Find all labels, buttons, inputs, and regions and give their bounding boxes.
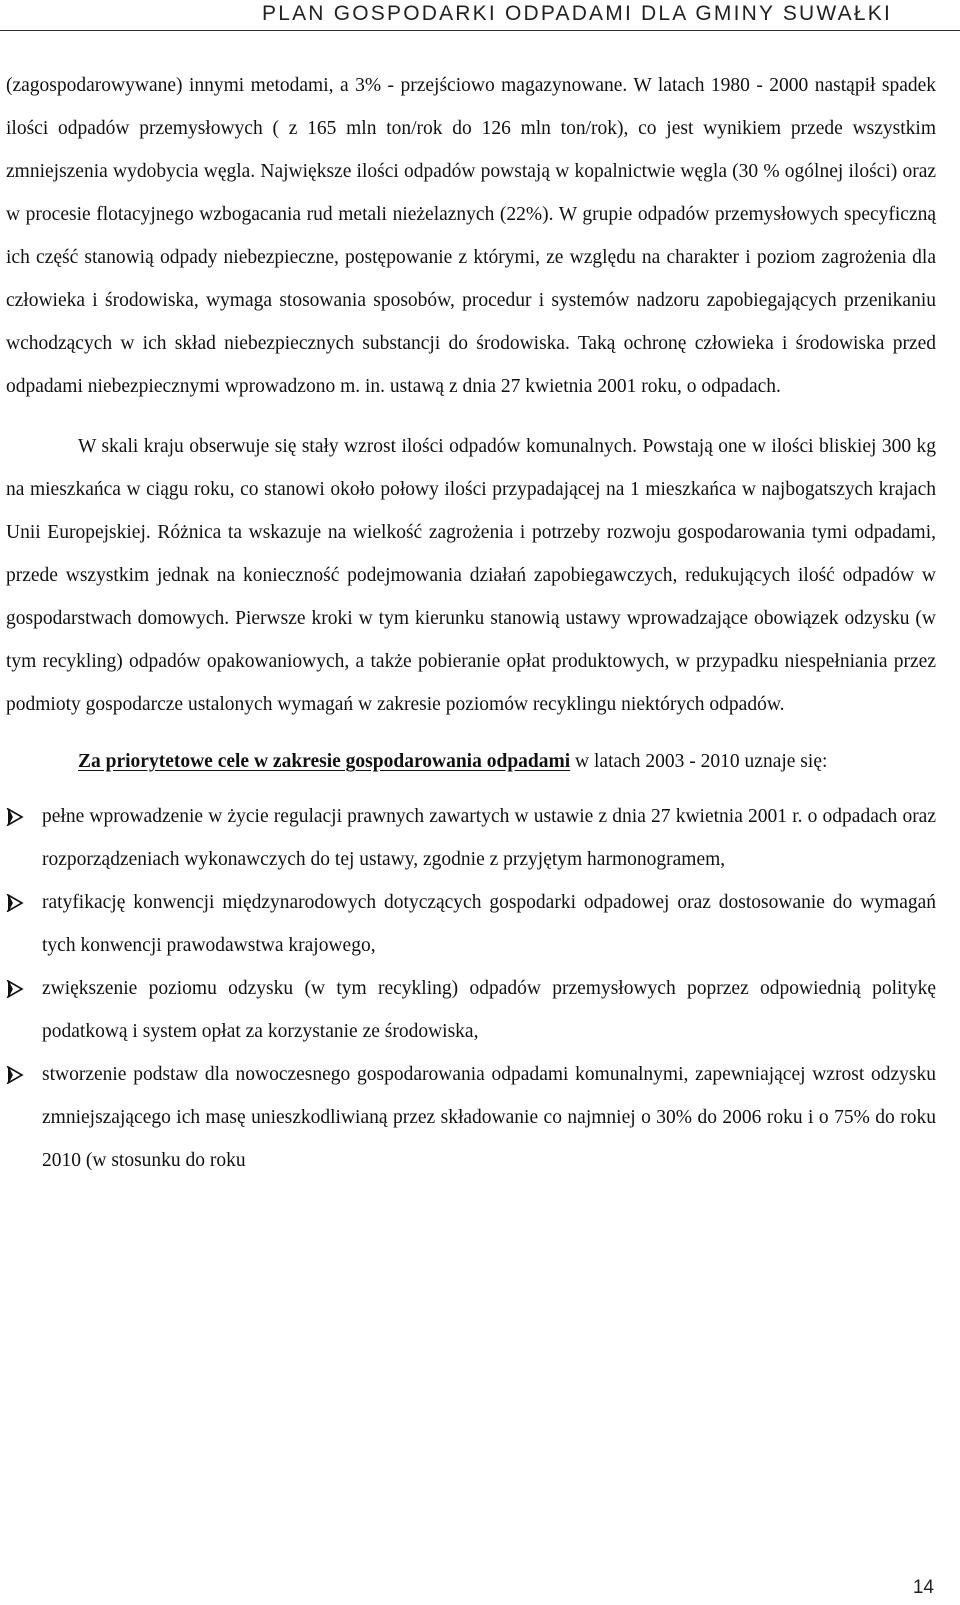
page-header <box>0 0 960 40</box>
arrow-bullet-icon <box>6 795 26 838</box>
list-item-text: ratyfikację konwencji międzynarodowych dotyczących gospodarki odpadowej oraz dostosowanie do wymagań tych konwencji prawodawstwa krajowego, <box>42 892 936 956</box>
arrow-bullet-icon <box>6 1053 26 1096</box>
priority-goals-list <box>6 795 936 1182</box>
priority-goals-intro <box>6 740 936 783</box>
arrow-bullet-icon <box>6 881 26 924</box>
header-divider <box>0 30 960 31</box>
page-number: 14 <box>912 1577 934 1598</box>
priority-goals-heading: Za priorytetowe cele w zakresie gospodarowania odpadami <box>78 751 571 772</box>
list-item-text: pełne wprowadzenie w życie regulacji prawnych zawartych w ustawie z dnia 27 kwietnia 2001 r. o odpadach oraz rozporządzeniach wykonawczych do tej ustawy, zgodnie z przyjętym harmonogramem, <box>42 806 936 870</box>
list-item-text: zwiększenie poziomu odzysku (w tym recykling) odpadów przemysłowych poprzez odpowiednią politykę podatkową i system opłat za korzystanie ze środowiska, <box>42 978 936 1042</box>
list-item <box>6 881 936 967</box>
list-item <box>6 1053 936 1182</box>
list-item <box>6 967 936 1053</box>
list-item-text: stworzenie podstaw dla nowoczesnego gospodarowania odpadami komunalnymi, zapewniającej wzrost odzysku zmniejszającego ich masę unieszkodliwianą przez składowanie co najmniej o 30% do 2006 roku i o 75% do roku 2010 (w stosunku do roku <box>42 1064 936 1171</box>
list-item <box>6 795 936 881</box>
document-body <box>6 64 936 1182</box>
paragraph-municipal-waste: W skali kraju obserwuje się stały wzrost ilości odpadów komunalnych. Powstają one w ilości bliskiej 300 kg na mieszkańca w ciągu roku, co stanowi około połowy ilości przypadającej na 1 mieszkańca w najbogatszych krajach Unii Europejskiej. Różnica ta wskazuje na wielkość zagrożenia i potrzeby rozwoju gospodarowania tymi odpadami, przede wszystkim jednak na konieczność podejmowania działań zapobiegawczych, redukujących ilość odpadów w gospodarstwach domowych. Pierwsze kroki w tym kierunku stanowią ustawy wprowadzające obowiązek odzysku (w tym recykling) odpadów opakowaniowych, a także pobieranie opłat produktowych, w przypadku niespełniania przez podmioty gospodarcze ustalonych wymagań w zakresie poziomów recyklingu niektórych odpadów. <box>6 436 936 715</box>
document-title: PLAN GOSPODARKI ODPADAMI DLA GMINY SUWAŁKI <box>262 2 892 25</box>
priority-goals-rest: w latach 2003 - 2010 uznaje się: <box>570 751 828 772</box>
paragraph-industrial-waste: (zagospodarowywane) innymi metodami, a 3% - przejściowo magazynowane. W latach 1980 - 2000 nastąpił spadek ilości odpadów przemysłowych ( z 165 mln ton/rok do 126 mln ton/rok), co jest wynikiem przede wszystkim zmniejszenia wydobycia węgla. Największe ilości odpadów powstają w kopalnictwie węgla (30 % ogólnej ilości) oraz w procesie flotacyjnego wzbogacania rud metali nieżelaznych (22%). W grupie odpadów przemysłowych specyficzną ich część stanowią odpady niebezpieczne, postępowanie z którymi, ze względu na charakter i poziom zagrożenia dla człowieka i środowiska, wymaga stosowania sposobów, procedur i systemów nadzoru zapobiegających przenikaniu wchodzących w ich skład niebezpiecznych substancji do środowiska. Taką ochronę człowieka i środowiska przed odpadami niebezpiecznymi wprowadzono m. in. ustawą z dnia 27 kwietnia 2001 roku, o odpadach. <box>6 75 936 397</box>
arrow-bullet-icon <box>6 967 26 1010</box>
